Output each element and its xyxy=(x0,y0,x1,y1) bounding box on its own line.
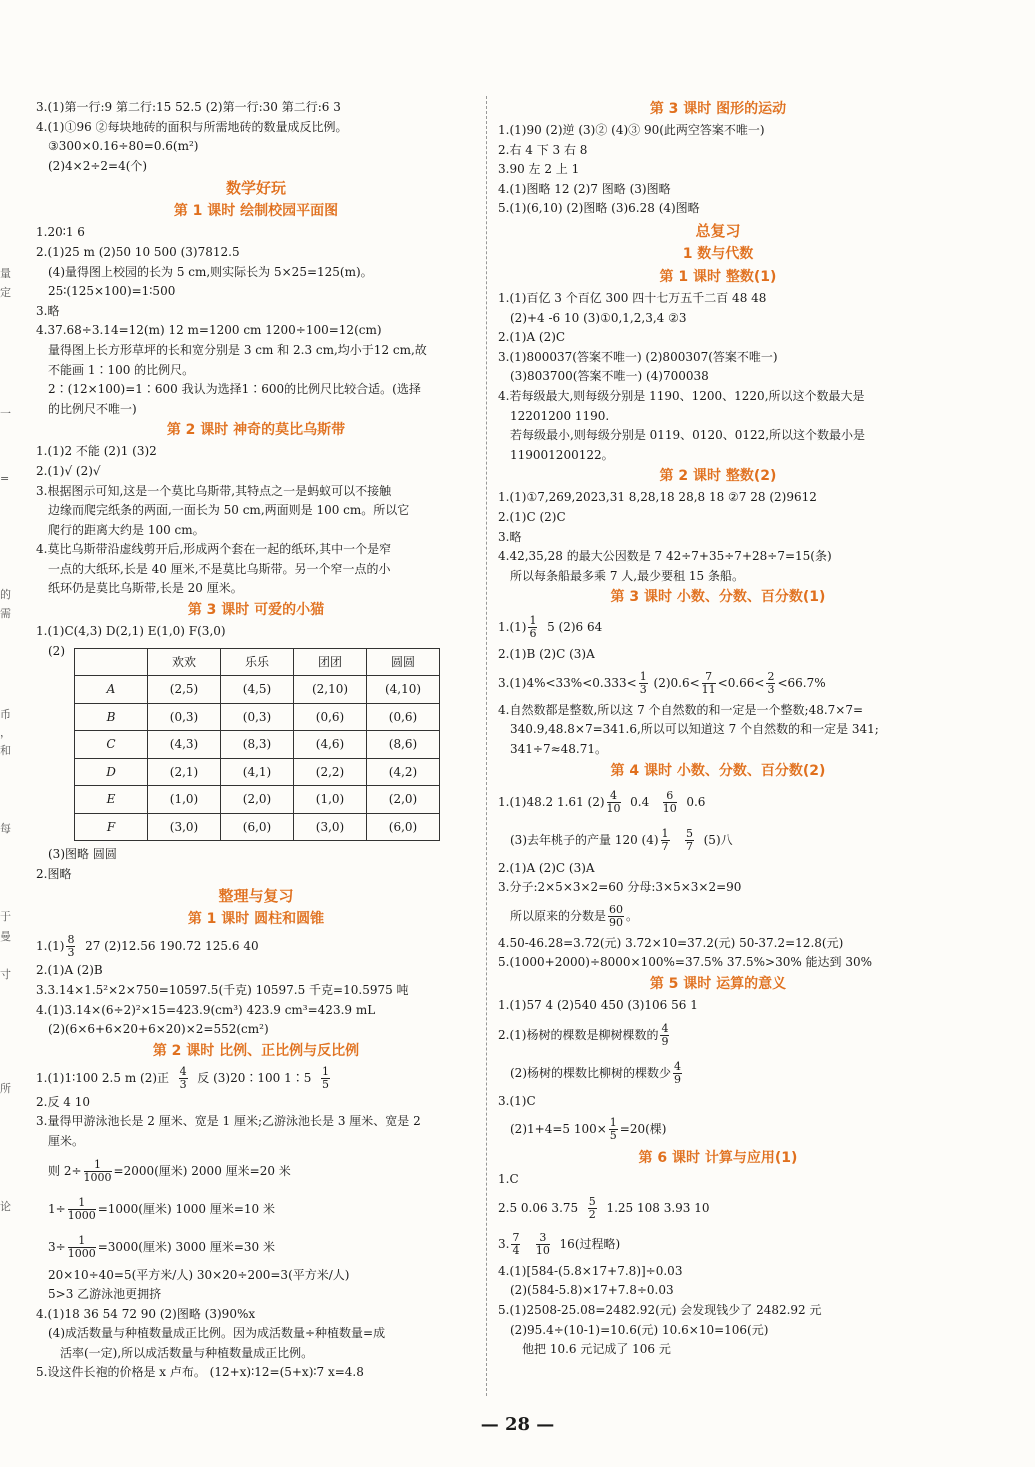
fraction xyxy=(528,615,537,640)
table-cell: (2,1) xyxy=(148,758,221,786)
table-cell: (0,6) xyxy=(367,703,440,731)
denominator: 1000 xyxy=(67,1208,96,1222)
answer-line xyxy=(498,1226,938,1262)
answer-line: 2.(1)25 m (2)50 10 500 (3)7812.5 xyxy=(36,244,240,259)
answer-line: 12201200 1190. xyxy=(510,408,610,423)
denominator: 4 xyxy=(512,1243,520,1257)
text: =3000(厘米) 3000 厘米=30 米 xyxy=(97,1239,275,1254)
table-cell: E xyxy=(75,786,148,814)
numerator: 7 xyxy=(702,671,716,684)
fraction xyxy=(702,671,716,696)
lesson-title: 第 1 课时 圆柱和圆锥 xyxy=(187,911,325,928)
answer-line: 3.3.14×1.5²×2×750=10597.5(千克) 10597.5 千克=10.5975 吨 xyxy=(36,982,409,997)
answer-line: 活率(一定),所以成活数量与种植数量成正比例。 xyxy=(60,1345,314,1360)
answer-line: 2.右 4 下 3 右 8 xyxy=(498,142,588,157)
answer-line xyxy=(36,1228,476,1266)
answer-line: 2.(1)A (2)C xyxy=(498,330,566,345)
numerator: 4 xyxy=(607,790,621,803)
table-header-row xyxy=(75,648,440,676)
numerator: 5 xyxy=(588,1194,596,1208)
answer-line: 他把 10.6 元记成了 106 元 xyxy=(522,1342,671,1357)
answer-line: 1.(1)①7,269,2023,31 8,28,18 28,8 18 ②7 28 (2)9612 xyxy=(498,490,817,505)
table-header-cell xyxy=(75,648,148,676)
fraction xyxy=(511,1232,520,1257)
table-header-cell: 乐乐 xyxy=(221,648,294,676)
table-cell: (6,0) xyxy=(221,813,294,841)
answer-line: 一点的大纸环,长是 40 厘米,不是莫比乌斯带。另一个窄一点的小 xyxy=(48,561,391,576)
text: 则 2÷ xyxy=(48,1163,82,1178)
numerator: 6 xyxy=(663,790,677,803)
edge-char: ， xyxy=(0,726,11,739)
lesson-title: 第 3 课时 可爱的小猫 xyxy=(187,602,325,619)
answer-line: 量得图上长方形草坪的长和宽分别是 3 cm 和 2.3 cm,均小于12 cm,故 xyxy=(48,342,427,357)
text: 1.(1)1∶100 2.5 m (2)正 xyxy=(36,1070,170,1085)
answer-line: 2∶(12×100)=1∶600 我认为选择1∶600的比例尺比较合适。(选择 xyxy=(48,382,421,397)
answer-line xyxy=(36,1063,476,1093)
table-cell: (2,2) xyxy=(294,758,367,786)
fraction xyxy=(68,1235,96,1260)
fraction xyxy=(66,934,75,959)
denominator: 5 xyxy=(609,1129,617,1143)
section-title: 数学好玩 xyxy=(225,179,286,198)
text: (3)去年桃子的产量 120 (4) xyxy=(510,832,659,847)
lesson-title: 第 2 课时 神奇的莫比乌斯带 xyxy=(166,422,346,439)
edge-char: = xyxy=(0,472,10,485)
numerator: 2 xyxy=(767,669,775,683)
section-title: 整理与复习 xyxy=(218,887,294,906)
text: (2)杨树的棵数比柳树的棵数少 xyxy=(510,1065,671,1080)
answer-line: 5.(1000+2000)÷8000×100%=37.5% 37.5%>30% 能达到 30% xyxy=(498,955,873,970)
numerator: 1 xyxy=(322,1064,330,1078)
numerator: 8 xyxy=(67,933,75,947)
fraction xyxy=(607,790,621,815)
table-cell: (2,10) xyxy=(294,676,367,704)
text: 1.(1) xyxy=(36,939,65,954)
answer-line: 1.(1)2 不能 (2)1 (3)2 xyxy=(36,444,157,459)
fraction xyxy=(609,1117,618,1142)
edge-char: 的 xyxy=(0,588,11,601)
denominator: 7 xyxy=(685,839,693,853)
answer-line: (2)(584-5.8)×17+7.8÷0.03 xyxy=(510,1283,674,1298)
answer-line: 3.量得甲游泳池长是 2 厘米、宽是 1 厘米;乙游泳池长是 3 厘米、宽是 2 xyxy=(36,1114,421,1129)
answer-line: 25∶(125×100)=1∶500 xyxy=(48,284,176,299)
answer-line xyxy=(498,1190,938,1226)
edge-char: 定 xyxy=(0,286,11,299)
answer-line: 5.设这件长袍的价格是 x 卢布。 (12+x)∶12=(5+x)∶7 x=4.8 xyxy=(36,1365,364,1380)
numerator: 1 xyxy=(661,826,669,840)
edge-char: 币 xyxy=(0,708,11,721)
text: 5 (2)6 64 xyxy=(547,620,603,635)
answer-line: 3.90 左 2 上 1 xyxy=(498,162,580,177)
answer-line: 2.图略 xyxy=(36,866,72,881)
table-row xyxy=(75,703,440,731)
section-title: 总复习 xyxy=(695,221,741,240)
numerator: 1 xyxy=(639,669,647,683)
answer-line: 20×10÷40=5(平方米/人) 30×20÷200=3(平方米/人) xyxy=(48,1267,350,1282)
table-cell: (0,3) xyxy=(148,703,221,731)
text: 0.6 xyxy=(686,794,706,809)
table-cell: A xyxy=(75,676,148,704)
fraction xyxy=(179,1066,188,1091)
answer-line: 1.C xyxy=(498,1172,519,1187)
answer-line: 所以每条船最多乘 7 人,最少要租 15 条船。 xyxy=(510,568,744,583)
answer-line xyxy=(498,821,938,859)
denominator: 90 xyxy=(609,915,624,929)
table-cell: (3,0) xyxy=(148,813,221,841)
answer-line xyxy=(36,931,476,961)
numerator: 4 xyxy=(179,1064,187,1078)
text: (5)八 xyxy=(703,832,733,847)
text: 3. xyxy=(498,1236,510,1251)
lesson-title: 第 2 课时 整数(2) xyxy=(659,468,777,485)
answer-line: (3)803700(答案不唯一) (4)700038 xyxy=(510,369,709,384)
fraction xyxy=(661,828,670,853)
text: 1.(1)48.2 1.61 (2) xyxy=(498,794,605,809)
answer-line: 4.莫比乌斯带沿虚线剪开后,形成两个套在一起的纸环,其中一个是窄 xyxy=(36,542,392,557)
table-cell: F xyxy=(75,813,148,841)
text: (2)0.6< xyxy=(653,675,700,690)
unit-title: 1 数与代数 xyxy=(682,245,754,262)
fraction xyxy=(321,1066,330,1091)
table-cell: (0,3) xyxy=(221,703,294,731)
answer-line: 341÷7≈48.71。 xyxy=(510,742,608,757)
denominator: 3 xyxy=(639,682,647,696)
answer-line: 4.50-46.28=3.72(元) 3.72×10=37.2(元) 50-37.2=12.8(元) xyxy=(498,935,844,950)
answer-line: 厘米。 xyxy=(48,1133,85,1148)
text: 1÷ xyxy=(48,1201,66,1216)
answer-line xyxy=(498,1111,938,1147)
numerator: 5 xyxy=(685,826,693,840)
edge-char: 曼 xyxy=(0,930,11,943)
answer-line: 3.略 xyxy=(36,303,60,318)
answer-line: 2.反 4 10 xyxy=(36,1094,90,1109)
lesson-title: 第 3 课时 小数、分数、百分数(1) xyxy=(610,589,826,606)
answer-line: 3.(1)第一行:9 第二行:15 52.5 (2)第一行:30 第二行:6 3 xyxy=(36,100,341,114)
answer-line xyxy=(498,609,938,645)
answer-line xyxy=(498,783,938,821)
text: <66.7% xyxy=(777,675,826,690)
denominator: 7 xyxy=(661,839,669,853)
table-cell: (3,0) xyxy=(294,813,367,841)
answer-line: 4.(1)3.14×(6÷2)²×15=423.9(cm³) 423.9 cm³=423.9 mL xyxy=(36,1002,376,1017)
table-cell: D xyxy=(75,758,148,786)
lesson-title: 第 3 课时 图形的运动 xyxy=(649,101,787,117)
answer-line: (2)+4 -6 10 (3)①0,1,2,3,4 ②3 xyxy=(510,310,687,325)
table-cell: (6,0) xyxy=(367,813,440,841)
table-row xyxy=(75,786,440,814)
table-row xyxy=(75,813,440,841)
table-cell: (4,10) xyxy=(367,676,440,704)
text: 所以原来的分数是 xyxy=(510,908,607,923)
answer-line: 1.(1)C(4,3) D(2,1) E(1,0) F(3,0) xyxy=(36,624,226,639)
text: 2.(1)杨树的棵数是柳树棵数的 xyxy=(498,1027,659,1042)
table-cell: (0,6) xyxy=(294,703,367,731)
text: 1.(1) xyxy=(498,620,527,635)
answer-line xyxy=(498,898,938,934)
edge-char: 一 xyxy=(0,407,11,420)
answer-line: (2)4×2÷2=4(个) xyxy=(48,158,148,173)
answer-line: 4.(1)①96 ②每块地砖的面积与所需地砖的数量成反比例。 xyxy=(36,119,348,134)
fraction xyxy=(639,671,648,696)
answer-line: (4)量得图上校园的长为 5 cm,则实际长为 5×25=125(m)。 xyxy=(48,264,373,279)
text: (2)1+4=5 100× xyxy=(510,1122,607,1137)
answer-line: 3.分子:2×5×3×2=60 分母:3×5×3×2=90 xyxy=(498,880,742,895)
text: 2.5 0.06 3.75 xyxy=(498,1200,579,1215)
numerator: 3 xyxy=(536,1232,550,1245)
denominator: 1000 xyxy=(83,1170,112,1184)
answer-line xyxy=(498,1054,938,1092)
table-cell: (4,3) xyxy=(148,731,221,759)
answer-line: 340.9,48.8×7=341.6,所以可以知道这 7 个自然数的和一定是 341; xyxy=(510,722,879,737)
denominator: 2 xyxy=(588,1207,596,1221)
lesson-title: 第 5 课时 运算的意义 xyxy=(649,976,787,993)
answer-line: 5.(1)2508-25.08=2482.92(元) 会发现钱少了 2482.92 元 xyxy=(498,1303,822,1317)
table-row xyxy=(75,758,440,786)
table-cell: C xyxy=(75,731,148,759)
fraction xyxy=(663,790,677,815)
answer-line xyxy=(36,1152,476,1190)
table-header-cell: 团团 xyxy=(294,648,367,676)
lesson-title: 第 1 课时 绘制校园平面图 xyxy=(173,203,339,220)
edge-char: 寸 xyxy=(0,968,11,981)
answer-line: 3.(1)800037(答案不唯一) (2)800307(答案不唯一) xyxy=(498,349,778,364)
text: 1.25 108 3.93 10 xyxy=(606,1200,710,1215)
answer-line: 爬行的距离大约是 100 cm。 xyxy=(48,522,205,537)
answer-line: 5.(1)(6,10) (2)图略 (3)6.28 (4)图略 xyxy=(498,201,700,216)
fraction xyxy=(536,1232,550,1257)
answer-line: 4.若每级最大,则每级分别是 1190、1200、1220,所以这个数最大是 xyxy=(498,388,865,403)
edge-char: 论 xyxy=(0,1200,11,1213)
table-cell: (1,0) xyxy=(294,786,367,814)
answer-line: 3.根据图示可知,这是一个莫比乌斯带,其特点之一是蚂蚁可以不接触 xyxy=(36,483,392,498)
table-cell: B xyxy=(75,703,148,731)
text: 。 xyxy=(626,908,639,923)
text: =20(棵) xyxy=(619,1122,667,1137)
answer-line: 4.(1)[584-(5.8×17+7.8)]÷0.03 xyxy=(498,1263,683,1278)
text: 0.4 xyxy=(630,794,650,809)
edge-char: 需 xyxy=(0,607,11,620)
page-number: — 28 — xyxy=(480,1414,555,1435)
answer-line: (2)(6×6+6×20+6×20)×2=552(cm²) xyxy=(48,1022,269,1037)
denominator: 3 xyxy=(67,946,75,960)
edge-char: 于 xyxy=(0,910,11,923)
lesson-title: 第 4 课时 小数、分数、百分数(2) xyxy=(610,762,826,779)
text: =2000(厘米) 2000 厘米=20 米 xyxy=(113,1163,291,1178)
fraction xyxy=(685,828,694,853)
answer-line: 4.42,35,28 的最大公因数是 7 42÷7+35÷7+28÷7=15(条) xyxy=(498,549,832,564)
answer-line: 2.(1)A (2)B xyxy=(36,963,103,978)
table-cell: (4,1) xyxy=(221,758,294,786)
text: 3.(1)4%<33%<0.333< xyxy=(498,675,637,690)
table-cell: (2,0) xyxy=(367,786,440,814)
lesson-title: 第 2 课时 比例、正比例与反比例 xyxy=(152,1042,360,1059)
lesson-title: 第 1 课时 整数(1) xyxy=(659,268,777,285)
answer-line: 若每级最小,则每级分别是 0119、0120、0122,所以这个数最小是 xyxy=(510,428,866,443)
table-cell: (1,0) xyxy=(148,786,221,814)
text: 3÷ xyxy=(48,1239,66,1254)
denominator: 9 xyxy=(674,1072,681,1086)
fraction xyxy=(673,1061,682,1086)
answer-line: 不能画 1∶100 的比例尺。 xyxy=(48,362,195,377)
coordinate-table xyxy=(74,648,440,842)
answer-line: (3)图略 圆圆 xyxy=(48,847,117,862)
table-cell: (4,2) xyxy=(367,758,440,786)
numerator: 1 xyxy=(529,614,537,628)
numerator: 4 xyxy=(674,1059,681,1073)
answer-line: (2)95.4÷(10-1)=10.6(元) 10.6×10=106(元) xyxy=(510,1322,769,1337)
edge-char: 和 xyxy=(0,744,11,757)
table-cell: (2,5) xyxy=(148,676,221,704)
column-divider xyxy=(486,96,487,1396)
edge-char: 每 xyxy=(0,822,11,835)
answer-line: 3.(1)C xyxy=(498,1093,536,1108)
answer-line: 纸环仍是莫比乌斯带,长是 20 厘米。 xyxy=(48,581,243,596)
table-cell: (4,5) xyxy=(221,676,294,704)
table-header-cell: 欢欢 xyxy=(148,648,221,676)
text: 反 (3)20∶100 1∶5 xyxy=(197,1070,312,1085)
fraction xyxy=(84,1159,112,1184)
answer-line: 2.(1)√ (2)√ xyxy=(36,463,101,478)
answer-line: 4.(1)图略 12 (2)7 图略 (3)图略 xyxy=(498,181,671,196)
answer-line: 2.(1)A (2)C (3)A xyxy=(498,860,595,875)
fraction xyxy=(766,671,775,696)
text: 27 (2)12.56 190.72 125.6 40 xyxy=(85,939,259,954)
numerator: 7 xyxy=(512,1230,520,1244)
edge-char: 所 xyxy=(0,1082,11,1095)
denominator: 6 xyxy=(529,627,537,641)
answer-line: 2.(1)C (2)C xyxy=(498,509,566,524)
right-column xyxy=(498,98,938,1360)
table-cell: (2,0) xyxy=(221,786,294,814)
answer-line: (4)成活数量与种植数量成正比例。因为成活数量÷种植数量=成 xyxy=(48,1326,386,1341)
answer-line: 边缘而爬完纸条的两面,一面长为 50 cm,两面则是 100 cm。所以它 xyxy=(48,503,410,518)
left-column xyxy=(36,98,476,1383)
table-header-cell: 圆圆 xyxy=(367,648,440,676)
edge-char: 量 xyxy=(0,267,11,280)
denominator: 3 xyxy=(767,682,775,696)
denominator: 3 xyxy=(179,1077,187,1091)
denominator: 10 xyxy=(606,801,621,815)
table-row xyxy=(75,731,440,759)
answer-line: 1.(1)90 (2)逆 (3)② (4)③ 90(此两空答案不唯一) xyxy=(498,123,765,137)
numerator: 4 xyxy=(661,1021,669,1035)
fraction xyxy=(608,904,624,929)
denominator: 1000 xyxy=(67,1246,96,1260)
lesson-title: 第 6 课时 计算与应用(1) xyxy=(638,1150,798,1167)
table-cell: (8,6) xyxy=(367,731,440,759)
text: =1000(厘米) 1000 厘米=10 米 xyxy=(97,1201,275,1216)
answer-line: 1.(1)百亿 3 个百亿 300 四十七万五千二百 48 48 xyxy=(498,290,767,305)
numerator: 1 xyxy=(84,1159,112,1172)
table-cell: (8,3) xyxy=(221,731,294,759)
answer-line xyxy=(36,1190,476,1228)
fraction xyxy=(68,1197,96,1222)
denominator: 10 xyxy=(535,1243,550,1257)
denominator: 9 xyxy=(661,1034,669,1048)
numerator: 60 xyxy=(609,902,624,916)
answer-line: 2.(1)B (2)C (3)A xyxy=(498,647,595,662)
table-cell: (4,6) xyxy=(294,731,367,759)
answer-line: (2) xyxy=(48,643,65,658)
answer-line xyxy=(498,1016,938,1054)
answer-line xyxy=(498,665,938,701)
answer-line: 3.略 xyxy=(498,529,522,544)
numerator: 1 xyxy=(68,1235,96,1248)
answer-line: 5>3 乙游泳池更拥挤 xyxy=(48,1287,162,1302)
fraction xyxy=(588,1196,597,1221)
text: 16(过程略) xyxy=(559,1236,621,1251)
answer-line: 1.20∶1 6 xyxy=(36,225,85,240)
fraction xyxy=(660,1023,669,1048)
answer-line: 1.(1)57 4 (2)540 450 (3)106 56 1 xyxy=(498,998,698,1013)
denominator: 5 xyxy=(322,1077,330,1091)
denominator: 11 xyxy=(701,682,716,696)
answer-line: 4.(1)18 36 54 72 90 (2)图略 (3)90%x xyxy=(36,1306,256,1321)
answer-line: 119001200122。 xyxy=(510,447,614,462)
answer-line: 的比例尺不唯一) xyxy=(48,401,137,416)
numerator: 1 xyxy=(609,1116,617,1130)
answer-line: 4.自然数都是整数,所以这 7 个自然数的和一定是一个整数;48.7×7= xyxy=(498,702,864,717)
answer-line: ③300×0.16÷80=0.6(m²) xyxy=(48,139,199,154)
answer-line: 4.37.68÷3.14=12(m) 12 m=1200 cm 1200÷100=12(cm) xyxy=(36,323,382,338)
denominator: 10 xyxy=(662,801,677,815)
text: <0.66< xyxy=(717,675,765,690)
numerator: 1 xyxy=(68,1197,96,1210)
table-row xyxy=(75,676,440,704)
